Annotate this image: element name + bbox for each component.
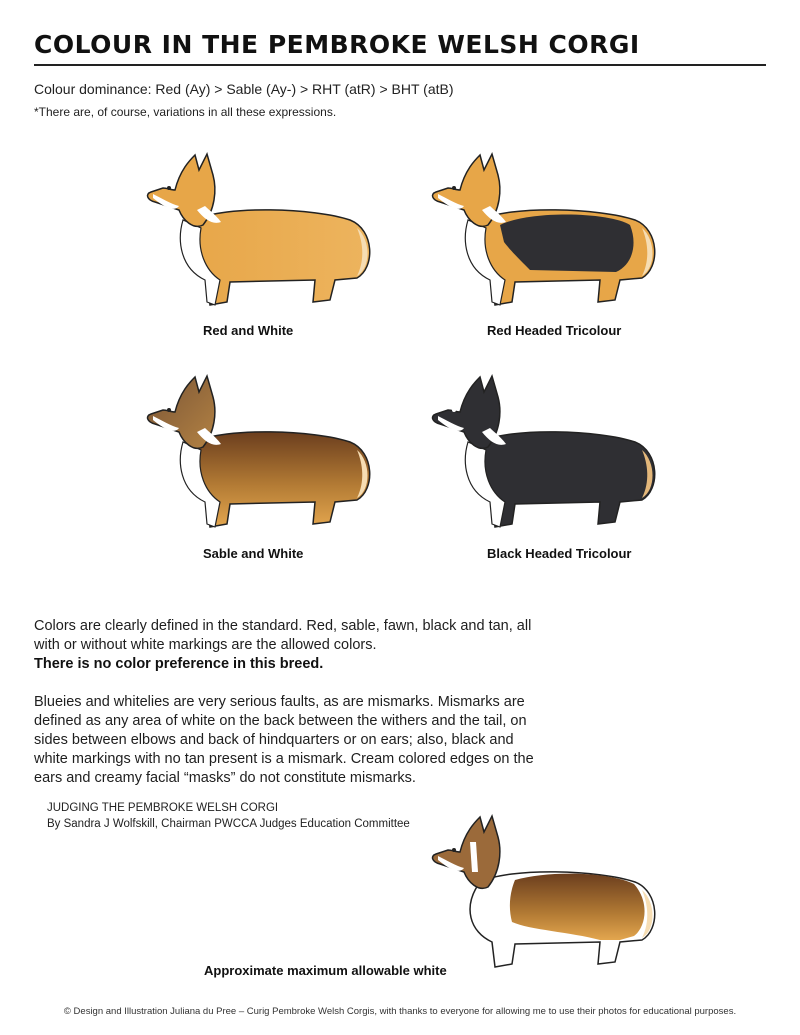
colors-paragraph — [34, 617, 534, 674]
title-divider — [34, 64, 766, 66]
no-preference-statement: There is no color preference in this breed. — [34, 656, 324, 672]
source-title: JUDGING THE PEMBROKE WELSH CORGI — [47, 802, 279, 814]
corgi-illustration-sable-white — [135, 372, 385, 537]
colour-dominance-line: Colour dominance: Red (Ay) > Sable (Ay-) > RHT (atR) > BHT (atB) — [34, 81, 454, 97]
mismarks-paragraph: Blueies and whitelies are very serious faults, as are mismarks. Mismarks are defined as any area of white on the back between the withers and the tail, on sides between elbows and back of hindquarters or on ears; also, black and white markings with no tan present is a mismark. Cream colored edges on the ears and creamy facial “masks” do not constitute mismarks. — [34, 694, 534, 786]
source-citation — [47, 800, 410, 832]
corgi-illustration-red-white — [135, 150, 385, 315]
dog-caption-red-headed-tricolour: Red Headed Tricolour — [487, 323, 622, 338]
dog-caption-red-white: Red and White — [203, 323, 294, 338]
dog-caption-black-headed-tricolour: Black Headed Tricolour — [487, 546, 632, 561]
corgi-illustration-red-headed-tricolour — [420, 150, 670, 315]
copyright-footer: © Design and Illustration Juliana du Pree – Curig Pembroke Welsh Corgis, with thanks to everyone for allowing me to use their photos for educational purposes. — [63, 1006, 737, 1017]
variations-note: *There are, of course, variations in all these expressions. — [34, 105, 337, 119]
corgi-illustration-black-headed-tricolour — [420, 372, 670, 537]
colors-paragraph-text: Colors are clearly defined in the standard. Red, sable, fawn, black and tan, all with or without white markings are the allowed colors. — [34, 618, 532, 653]
dog-caption-sable-white: Sable and White — [203, 546, 304, 561]
corgi-illustration-maximum-white — [420, 812, 670, 977]
max-white-caption: Approximate maximum allowable white — [204, 963, 447, 978]
source-author: By Sandra J Wolfskill, Chairman PWCCA Judges Education Committee — [47, 818, 410, 830]
page-title: COLOUR IN THE PEMBROKE WELSH CORGI — [34, 30, 640, 59]
